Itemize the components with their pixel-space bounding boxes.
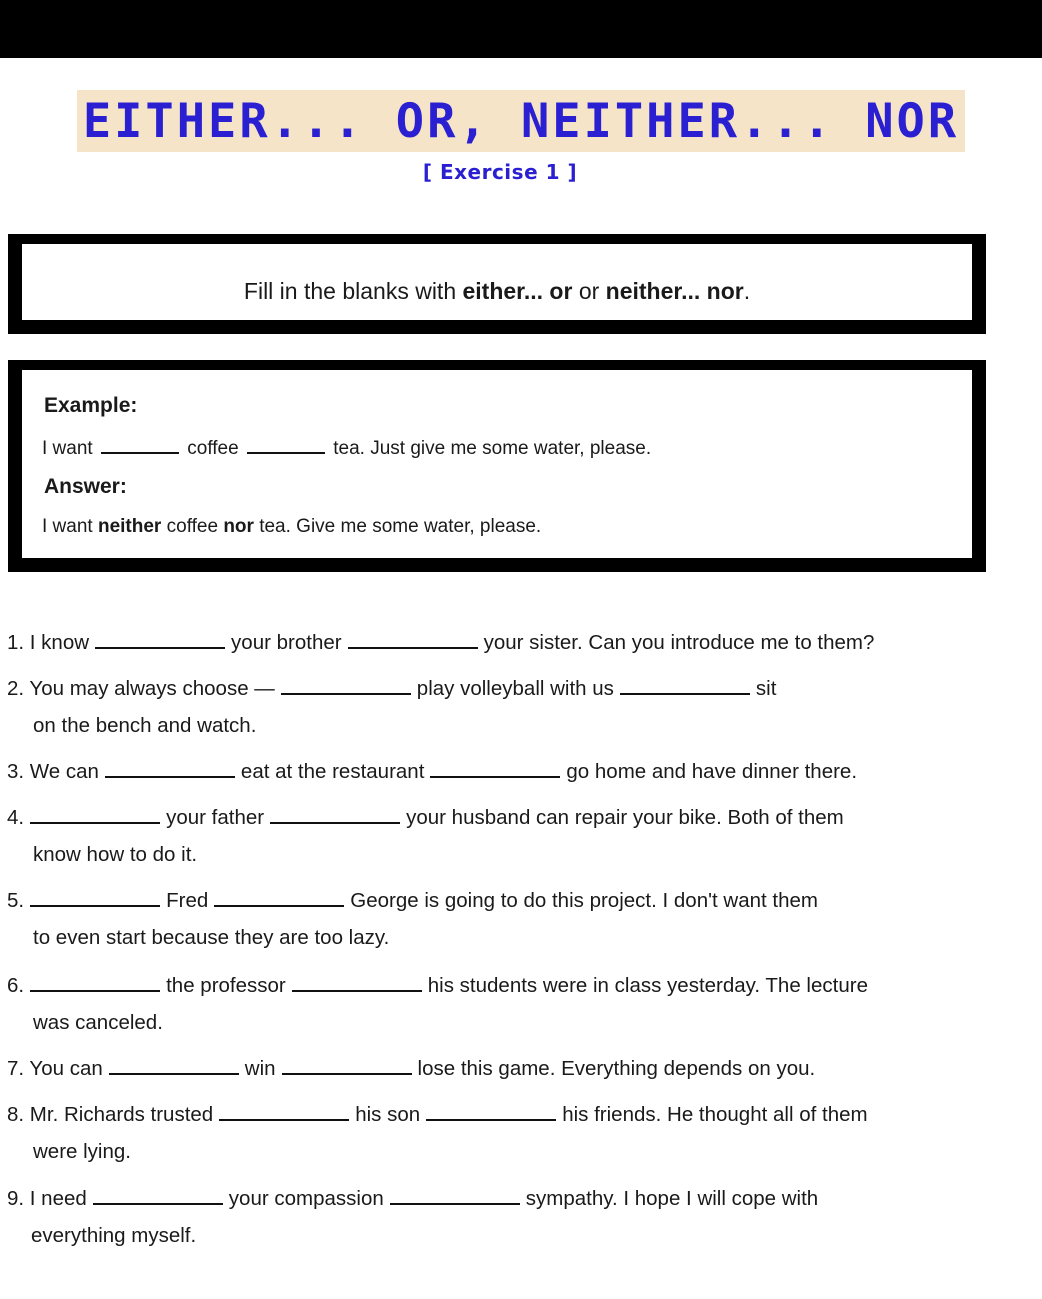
q4-blank-1[interactable]: [30, 804, 160, 824]
q4-blank-2[interactable]: [270, 804, 400, 824]
example-s3: tea. Just give me some water, please.: [333, 438, 652, 459]
q8-blank-1[interactable]: [219, 1101, 349, 1121]
instruction-either-or: either... or: [462, 278, 573, 304]
q5-blank-1[interactable]: [30, 887, 160, 907]
instruction-neither-nor: neither... nor: [605, 278, 744, 304]
answer-sentence: [42, 516, 541, 538]
q1-blank-2[interactable]: [348, 629, 478, 649]
question-8-cont: were lying.: [33, 1140, 131, 1163]
q1-text-b: your brother: [231, 631, 342, 654]
answer-nor: nor: [223, 516, 254, 537]
q6-text-a: 6.: [7, 974, 25, 997]
answer-a5: tea. Give me some water, please.: [253, 516, 542, 537]
q8-text-b: his son: [355, 1103, 421, 1126]
title-container: [0, 90, 1042, 152]
q9-blank-1[interactable]: [93, 1185, 223, 1205]
question-6-cont: was canceled.: [33, 1011, 163, 1034]
q3-text-c: go home and have dinner there.: [566, 760, 858, 783]
q5-text-a: 5.: [7, 889, 25, 912]
q5-text-b: Fred: [166, 889, 209, 912]
exercise-subtitle: [ Exercise 1 ]: [422, 160, 578, 184]
q4-text-a: 4.: [7, 806, 25, 829]
q1-text-a: 1. I know: [7, 631, 90, 654]
q3-blank-1[interactable]: [105, 758, 235, 778]
q9-blank-2[interactable]: [390, 1185, 520, 1205]
question-6: [7, 972, 868, 998]
question-4-cont: know how to do it.: [33, 843, 198, 866]
q4-text-c: your husband can repair your bike. Both of them: [406, 806, 844, 829]
q2-text-b: play volleyball with us: [416, 677, 614, 700]
instruction-mid: or: [572, 278, 606, 304]
instruction-text: [22, 278, 972, 305]
q3-blank-2[interactable]: [430, 758, 560, 778]
q3-text-b: eat at the restaurant: [240, 760, 425, 783]
question-7: [7, 1055, 815, 1081]
q8-text-a: 8. Mr. Richards trusted: [7, 1103, 214, 1126]
question-8: [7, 1101, 868, 1127]
q4-text-b: your father: [166, 806, 265, 829]
question-5-cont: to even start because they are too lazy.: [33, 926, 390, 949]
instruction-end: .: [743, 278, 751, 304]
page-title: EITHER... OR, NEITHER... NOR: [77, 90, 965, 152]
example-sentence: [42, 436, 651, 460]
q6-text-c: his students were in class yesterday. The lecture: [427, 974, 868, 997]
q3-text-a: 3. We can: [7, 760, 99, 783]
q8-text-c: his friends. He thought all of them: [562, 1103, 868, 1126]
question-2-cont: on the bench and watch.: [33, 714, 257, 737]
q5-text-c: George is going to do this project. I don't want them: [350, 889, 818, 912]
q9-text-b: your compassion: [228, 1187, 384, 1210]
answer-neither: neither: [97, 516, 162, 537]
q9-text-c: sympathy. I hope I will cope with: [525, 1187, 819, 1210]
q2-blank-1[interactable]: [281, 675, 411, 695]
q2-blank-2[interactable]: [620, 675, 750, 695]
instruction-pre: Fill in the blanks with: [243, 278, 463, 304]
example-label: Example:: [44, 394, 138, 417]
q1-text-c: your sister. Can you introduce me to them?: [483, 631, 875, 654]
q1-blank-1[interactable]: [95, 629, 225, 649]
question-5: [7, 887, 818, 913]
example-s2: coffee: [187, 438, 239, 459]
example-blank-1[interactable]: [101, 436, 179, 454]
example-box: [8, 360, 986, 572]
q6-blank-1[interactable]: [30, 972, 160, 992]
question-4: [7, 804, 844, 830]
q7-text-b: win: [244, 1057, 276, 1080]
q9-text-a: 9. I need: [7, 1187, 87, 1210]
q7-blank-1[interactable]: [109, 1055, 239, 1075]
q7-text-c: lose this game. Everything depends on you.: [417, 1057, 816, 1080]
q2-text-a: 2. You may always choose —: [7, 677, 275, 700]
q7-blank-2[interactable]: [282, 1055, 412, 1075]
question-1: [7, 629, 874, 655]
top-black-bar: [0, 0, 1042, 58]
q8-blank-2[interactable]: [426, 1101, 556, 1121]
instruction-box: [8, 234, 986, 334]
question-9: [7, 1185, 818, 1211]
answer-a3: coffee: [161, 516, 224, 537]
answer-a1: I want: [42, 516, 98, 537]
q6-blank-2[interactable]: [292, 972, 422, 992]
question-2: [7, 675, 776, 701]
q7-text-a: 7. You can: [7, 1057, 103, 1080]
q5-blank-2[interactable]: [214, 887, 344, 907]
answer-label: Answer:: [44, 475, 127, 498]
q6-text-b: the professor: [166, 974, 286, 997]
q2-text-c: sit: [755, 677, 777, 700]
question-3: [7, 758, 857, 784]
example-blank-2[interactable]: [247, 436, 325, 454]
question-9-cont: everything myself.: [31, 1224, 197, 1247]
example-s1: I want: [42, 438, 93, 459]
